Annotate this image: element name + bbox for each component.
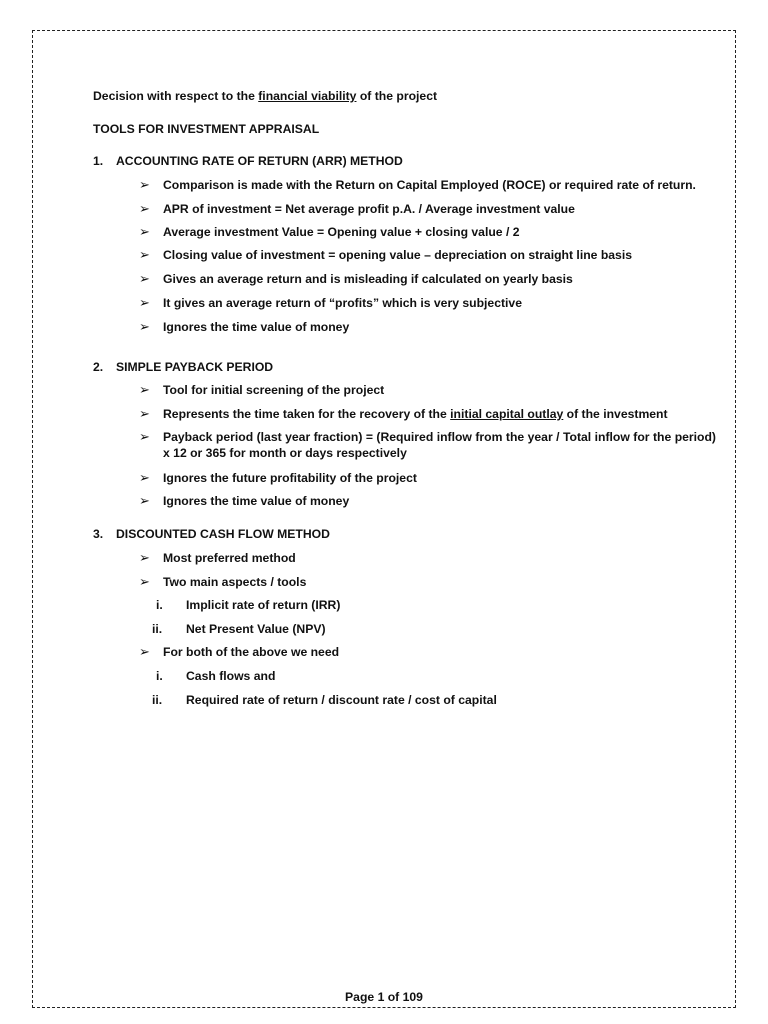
list-item: Most preferred method <box>163 551 296 565</box>
intro-prefix: Decision with respect to the <box>93 89 259 103</box>
heading: TOOLS FOR INVESTMENT APPRAISAL <box>93 122 320 136</box>
roman-numeral: i. <box>156 669 163 683</box>
section-3-number: 3. <box>93 527 104 541</box>
sub-list-item: Required rate of return / discount rate / cost of capital <box>186 693 497 707</box>
list-item-suffix: of the investment <box>563 407 668 421</box>
bullet-arrow-icon: ➢ <box>139 319 150 334</box>
sub-list-item: Net Present Value (NPV) <box>186 622 326 636</box>
list-item: Ignores the time value of money <box>163 320 350 334</box>
list-item: Ignores the future profitability of the project <box>163 471 417 485</box>
section-2-title: SIMPLE PAYBACK PERIOD <box>116 360 274 374</box>
list-item: Closing value of investment = opening value – depreciation on straight line basis <box>163 248 632 262</box>
bullet-arrow-icon: ➢ <box>139 271 150 286</box>
sub-list-item: Cash flows and <box>186 669 276 683</box>
roman-numeral: i. <box>156 598 163 612</box>
bullet-arrow-icon: ➢ <box>139 247 150 262</box>
bullet-arrow-icon: ➢ <box>139 382 150 397</box>
list-item: Comparison is made with the Return on Capital Employed (ROCE) or required rate of return. <box>163 178 696 192</box>
roman-numeral: ii. <box>152 622 163 636</box>
section-1-title: ACCOUNTING RATE OF RETURN (ARR) METHOD <box>116 154 403 168</box>
bullet-arrow-icon: ➢ <box>139 574 150 589</box>
list-item: It gives an average return of “profits” which is very subjective <box>163 296 522 310</box>
bullet-arrow-icon: ➢ <box>139 295 150 310</box>
list-item: Average investment Value = Opening value + closing value / 2 <box>163 225 520 239</box>
bullet-arrow-icon: ➢ <box>139 550 150 565</box>
list-item: Two main aspects / tools <box>163 575 307 589</box>
list-item: Payback period (last year fraction) = (Required inflow from the year / Total inflow for the period) x 12 or 365 for month or days respectively <box>163 430 716 460</box>
intro-suffix: of the project <box>356 89 438 103</box>
roman-numeral: ii. <box>152 693 163 707</box>
list-item: APR of investment = Net average profit p.A. / Average investment value <box>163 202 575 216</box>
section-1-number: 1. <box>93 154 104 168</box>
page-number: Page 1 of 109 <box>345 990 423 1004</box>
bullet-arrow-icon: ➢ <box>139 470 150 485</box>
section-3-title: DISCOUNTED CASH FLOW METHOD <box>116 527 330 541</box>
list-item: Gives an average return and is misleading if calculated on yearly basis <box>163 272 573 286</box>
list-item: Ignores the time value of money <box>163 494 350 508</box>
bullet-arrow-icon: ➢ <box>139 201 150 216</box>
list-item <box>163 406 668 422</box>
bullet-arrow-icon: ➢ <box>139 406 150 421</box>
intro-underlined: financial viability <box>258 89 357 103</box>
bullet-arrow-icon: ➢ <box>139 644 150 659</box>
bullet-arrow-icon: ➢ <box>139 177 150 192</box>
section-2-number: 2. <box>93 360 104 374</box>
list-item: For both of the above we need <box>163 645 340 659</box>
list-item: Tool for initial screening of the project <box>163 383 385 397</box>
bullet-arrow-icon: ➢ <box>139 493 150 508</box>
sub-list-item: Implicit rate of return (IRR) <box>186 598 341 612</box>
bullet-arrow-icon: ➢ <box>139 224 150 239</box>
intro-line <box>93 88 437 104</box>
list-item-underlined: initial capital outlay <box>450 407 564 421</box>
bullet-arrow-icon: ➢ <box>139 429 150 444</box>
list-item-text: Represents the time taken for the recovery of the <box>163 407 451 421</box>
